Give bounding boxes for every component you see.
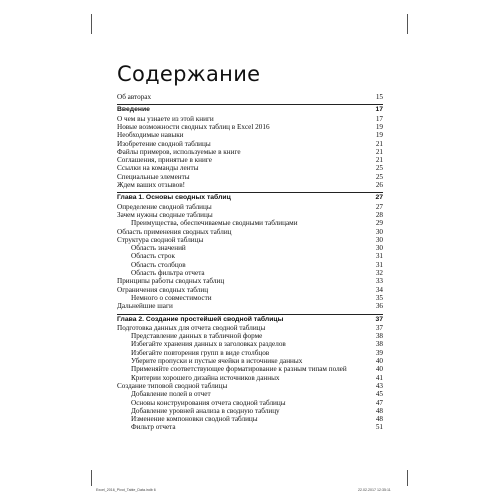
toc-entry[interactable] [117, 219, 383, 227]
crop-mark-bottom-left [91, 470, 92, 486]
toc-entry[interactable] [117, 415, 383, 423]
toc-page-number: 40 [375, 357, 383, 365]
toc-page-number: 43 [375, 381, 383, 390]
toc-entry[interactable] [117, 93, 383, 101]
toc-entry-title: Основы конструирования отчета сводной таблицы [131, 398, 286, 407]
crop-mark-top-right [407, 14, 408, 34]
toc-entry[interactable] [117, 302, 383, 310]
toc-entry[interactable] [117, 252, 383, 260]
toc-entry-title: Принципы работы сводных таблиц [117, 277, 225, 286]
toc-entry[interactable] [117, 294, 383, 302]
toc-page-number: 21 [375, 139, 383, 148]
toc-entry-title: Файлы примеров, используемые в книге [117, 147, 241, 156]
toc-entry[interactable] [117, 399, 383, 407]
toc-page-number: 35 [375, 293, 383, 302]
toc-entry-title: Новые возможности сводных таблиц в Excel 2016 [117, 122, 270, 131]
toc-entry-title: Введение [117, 106, 150, 114]
toc-entry-title: Специальные элементы [117, 172, 190, 181]
toc-entry-title: Об авторах [117, 93, 152, 101]
toc-entry[interactable] [117, 286, 383, 294]
toc-entry-title: Соглашения, принятые в книге [117, 156, 212, 165]
toc-entry[interactable] [117, 228, 383, 236]
toc-entry-title: Область фильтра отчета [131, 269, 205, 277]
toc-page-number: 17 [375, 114, 383, 123]
toc-page-number: 37 [375, 323, 383, 332]
toc-page-number: 21 [375, 156, 383, 165]
toc-entry[interactable] [117, 407, 383, 415]
toc-chapter[interactable] [117, 316, 383, 324]
toc-entry[interactable] [117, 203, 383, 211]
footer-datetime: 22.02.2017 12:35:11 [358, 488, 391, 492]
toc-page-number: 25 [375, 164, 383, 173]
toc-entry[interactable] [117, 423, 383, 431]
toc-page-number: 30 [375, 244, 383, 253]
toc-entry-title: Добавление уровней анализа в сводную таблицу [131, 406, 280, 415]
toc-page-number: 38 [375, 340, 383, 349]
toc-page-number: 25 [375, 172, 383, 181]
toc-entry-title: Область значений [131, 244, 186, 253]
toc-page-number: 34 [375, 285, 383, 294]
toc-page-number: 19 [375, 131, 383, 140]
toc-entry[interactable] [117, 211, 383, 219]
toc-page-number: 31 [375, 260, 383, 269]
toc-entry-title: Глава 2. Создание простейшей сводной таблицы [117, 315, 284, 323]
crop-mark-top-left [91, 14, 92, 34]
toc-entry[interactable] [117, 269, 383, 277]
toc-entry-title: Область столбцов [131, 260, 186, 269]
toc-entry-title: Область строк [131, 252, 175, 261]
toc-page-number: 36 [375, 302, 383, 311]
toc-entry-title: Преимущества, обеспечиваемые сводными таблицами [131, 219, 298, 228]
toc-entry-title: Уберите пропуски и пустые ячейки в источнике данных [131, 357, 303, 365]
toc-entry-title: Зачем нужны сводные таблицы [117, 210, 213, 219]
toc-chapter[interactable] [117, 106, 383, 114]
toc-entry[interactable] [117, 236, 383, 244]
toc-entry[interactable] [117, 374, 383, 382]
toc-entry[interactable] [117, 324, 383, 332]
toc-page-number: 33 [375, 277, 383, 286]
toc-entry-title: Создание типовой сводной таблицы [117, 381, 228, 390]
footer-file: Excel_2016_Pivot_Table_Data.indb 6 [96, 488, 156, 492]
toc-page-number: 41 [375, 373, 383, 382]
toc-entry[interactable] [117, 349, 383, 357]
toc-entry-title: Добавление полей в отчет [131, 390, 211, 399]
toc-entry-title: Необходимые навыки [117, 131, 184, 140]
toc-page-number: 32 [375, 269, 383, 277]
toc-page-number: 48 [375, 406, 383, 415]
toc-entry[interactable] [117, 332, 383, 340]
toc-entry-title: Область применения сводных таблиц [117, 227, 232, 236]
toc-entry-title: Изменение компоновки сводной таблицы [131, 415, 258, 424]
toc-page-number: 37 [375, 315, 383, 323]
page-title: Содержание [117, 62, 261, 86]
toc-page-number: 48 [375, 415, 383, 424]
toc-entry[interactable] [117, 131, 383, 139]
toc-page-number: 21 [375, 147, 383, 156]
toc-entry[interactable] [117, 156, 383, 164]
toc-entry-title: О чем вы узнаете из этой книги [117, 114, 214, 123]
toc-entry-title: Изобретение сводной таблицы [117, 139, 211, 148]
chapter-rule [117, 104, 383, 105]
toc-page-number: 15 [375, 93, 383, 101]
toc-page-number: 19 [375, 122, 383, 131]
toc-entry-title: Применяйте соответствующее форматирование к разным типам полей [131, 365, 347, 374]
toc-entry[interactable] [117, 164, 383, 172]
toc-entry[interactable] [117, 261, 383, 269]
toc-entry-title: Дальнейшие шаги [117, 302, 173, 311]
toc-page-number: 38 [375, 332, 383, 341]
toc-entry[interactable] [117, 277, 383, 285]
toc-entry[interactable] [117, 244, 383, 252]
toc-page-number: 17 [375, 106, 383, 114]
toc-page-number: 29 [375, 219, 383, 228]
toc-page-number: 30 [375, 227, 383, 236]
toc-entry-title: Ссылки на команды ленты [117, 164, 199, 173]
toc-entry-title: Ограничения сводных таблиц [117, 285, 209, 294]
toc-page-number: 26 [375, 181, 383, 189]
toc-chapter[interactable] [117, 194, 383, 202]
toc-entry[interactable] [117, 115, 383, 123]
toc-entry-title: Представление данных в табличной форме [131, 332, 263, 341]
toc-entry-title: Подготовка данных для отчета сводной таблицы [117, 323, 266, 332]
toc-entry-title: Избегайте хранения данных в заголовках разделов [131, 340, 286, 349]
toc-entry[interactable] [117, 123, 383, 131]
toc-page-number: 27 [375, 194, 383, 202]
chapter-rule [117, 314, 383, 315]
toc-entry[interactable] [117, 390, 383, 398]
toc-entry-title: Ждем ваших отзывов! [117, 181, 186, 189]
toc-page-number: 28 [375, 210, 383, 219]
toc-entry[interactable] [117, 365, 383, 373]
toc-entry[interactable] [117, 340, 383, 348]
toc-page-number: 51 [375, 423, 383, 432]
toc-entry[interactable] [117, 382, 383, 390]
toc-page-number: 40 [375, 365, 383, 374]
toc-page-number: 30 [375, 235, 383, 244]
toc-entry[interactable] [117, 140, 383, 148]
toc-page-number: 31 [375, 252, 383, 261]
toc-entry-title: Определение сводной таблицы [117, 202, 212, 211]
toc-entry-title: Фильтр отчета [131, 423, 176, 432]
toc-entry[interactable] [117, 148, 383, 156]
toc-entry-title: Глава 1. Основы сводных таблиц [117, 194, 231, 202]
toc-page-number: 47 [375, 398, 383, 407]
toc-entry-title: Критерии хорошего дизайна источников данных [131, 373, 280, 382]
toc-entry[interactable] [117, 357, 383, 365]
toc-entry-title: Немного о совместимости [131, 293, 212, 302]
toc-page-number: 45 [375, 390, 383, 399]
toc-entry[interactable] [117, 181, 383, 189]
toc-page-number: 39 [375, 348, 383, 357]
crop-mark-bottom-right [407, 470, 408, 486]
toc-entry[interactable] [117, 173, 383, 181]
toc-entry-title: Структура сводной таблицы [117, 235, 204, 244]
toc-entry-title: Избегайте повторения групп в виде столбцов [131, 348, 270, 357]
toc-page-number: 27 [375, 202, 383, 211]
